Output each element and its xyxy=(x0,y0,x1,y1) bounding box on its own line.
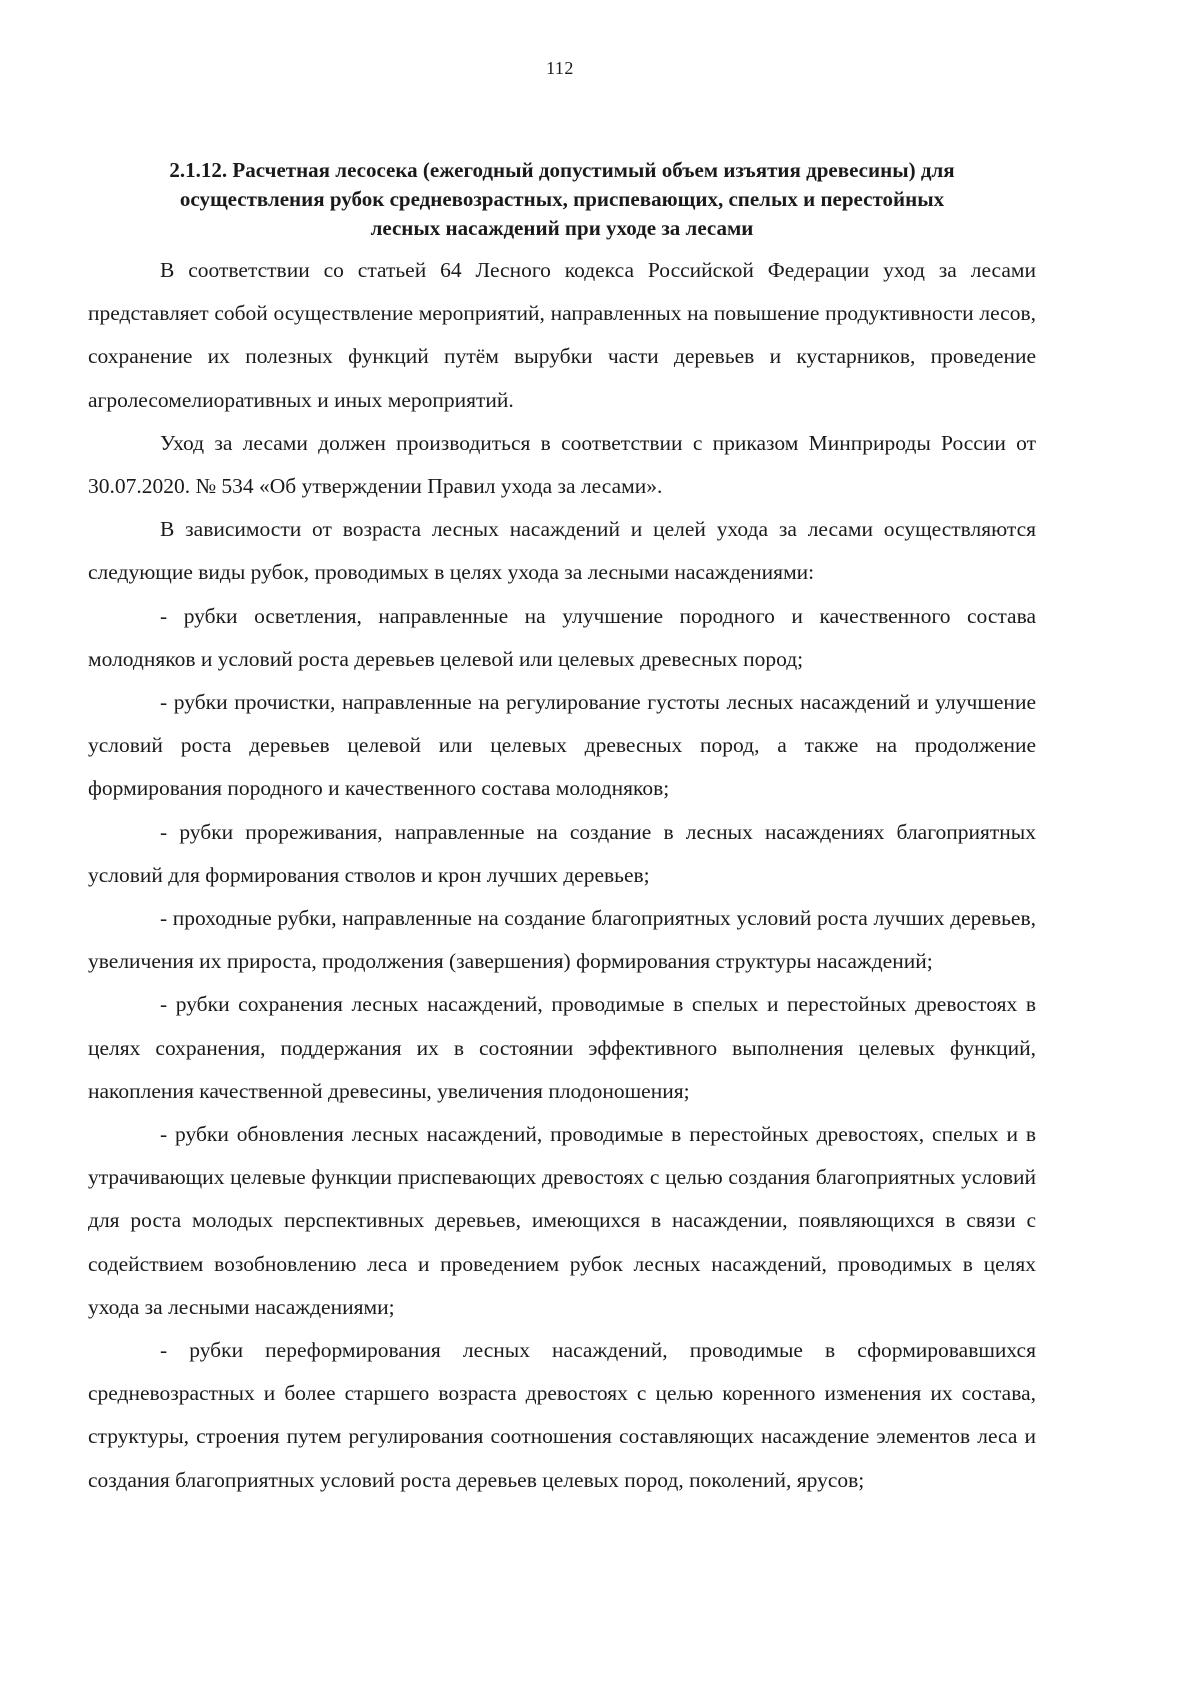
list-item-passage-cutting: - проходные рубки, направленные на создание благоприятных условий роста лучших деревьев, увеличения их прироста, продолжения (завершения) формирования структуры насаждений; xyxy=(88,906,1036,974)
list-item-preservation-cutting: - рубки сохранения лесных насаждений, проводимые в спелых и перестойных древостоях в целях сохранения, поддержания их в состоянии эффективного выполнения целевых функций, накопления качественной древесины, увеличения плодоношения; xyxy=(88,992,1036,1103)
section-content xyxy=(88,156,1036,1502)
section-heading-line: 2.1.12. Расчетная лесосека (ежегодный допустимый объем изъятия древесины) для xyxy=(169,158,955,182)
list-item-reformation-cutting: - рубки переформирования лесных насаждений, проводимые в сформировавшихся средневозрастных и более старшего возраста древостоях с целью коренного изменения их состава, структуры, строения путем регулирования соотношения составляющих насаждение элементов леса и создания благоприятных условий роста деревьев целевых пород, поколений, ярусов; xyxy=(88,1338,1036,1492)
section-heading-line: лесных насаждений при уходе за лесами xyxy=(370,216,754,240)
list-item-renewal-cutting: - рубки обновления лесных насаждений, проводимые в перестойных древостоях, спелых и в утрачивающих целевые функции приспевающих древостоях с целью создания благоприятных условий для роста молодых перспективных деревьев, имеющихся в насаждении, появляющихся в связи с содействием возобновлению леса и проведением рубок лесных насаждений, проводимых в целях ухода за лесными насаждениями; xyxy=(88,1122,1036,1319)
list-item-thinning-lightening: - рубки осветления, направленные на улучшение породного и качественного состава молодняков и условий роста деревьев целевой или целевых древесных пород; xyxy=(88,603,1036,671)
paragraph-cutting-types-intro: В зависимости от возраста лесных насаждений и целей ухода за лесами осуществляются следующие виды рубок, проводимых в целях ухода за лесными насаждениями: xyxy=(88,517,1036,585)
list-item-thinning: - рубки прореживания, направленные на создание в лесных насаждениях благоприятных условий для формирования стволов и крон лучших деревьев; xyxy=(88,819,1036,887)
section-heading-line: осуществления рубок средневозрастных, приспевающих, спелых и перестойных xyxy=(179,187,945,211)
paragraph-order-reference: Уход за лесами должен производиться в соответствии с приказом Минприроды России от 30.07.2020. № 534 «Об утверждении Правил ухода за лесами». xyxy=(88,430,1036,499)
paragraph-intro: В соответствии со статьей 64 Лесного кодекса Российской Федерации уход за лесами представляет собой осуществление мероприятий, направленных на повышение продуктивности лесов, сохранение их полезных функций путём вырубки части деревьев и кустарников, проведение агролесомелиоративных и иных мероприятий. xyxy=(88,258,1036,412)
section-heading xyxy=(88,156,1036,243)
list-item-cleaning: - рубки прочистки, направленные на регулирование густоты лесных насаждений и улучшение условий роста деревьев целевой или целевых древесных пород, а также на продолжение формирования породного и качественного состава молодняков; xyxy=(88,690,1036,801)
page-number: 112 xyxy=(546,58,574,78)
